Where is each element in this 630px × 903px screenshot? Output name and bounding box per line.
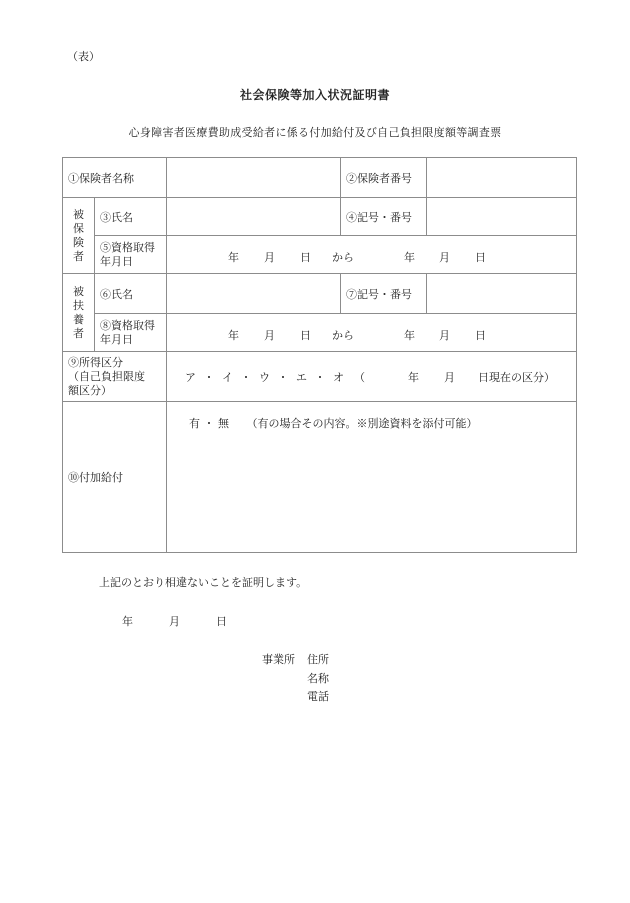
insurer-number-label: ②保険者番号 [341, 158, 427, 198]
dependent-name-row [63, 274, 577, 314]
from-day-label: 日 [300, 328, 311, 342]
income-label: ⑨所得区分 （自己負担限度 額区分） [63, 352, 167, 402]
insurer-name-label: ①保険者名称 [63, 158, 167, 198]
income-month-label: 月 [444, 370, 455, 384]
office-label: 事業所 [262, 653, 295, 666]
income-class-field[interactable] [167, 352, 577, 402]
office-address-label: 住所 [307, 653, 329, 666]
from-month-label: 月 [264, 328, 275, 342]
dependent-name-field[interactable] [167, 274, 341, 314]
dependent-qualification-dates[interactable] [167, 314, 577, 352]
insured-symbol-label: ④記号・番号 [341, 198, 427, 236]
from-month-label: 月 [264, 250, 275, 264]
insurer-row [63, 158, 577, 198]
income-open-paren: （ [354, 370, 365, 384]
from-year-label: 年 [228, 328, 239, 342]
insured-symbol-field[interactable] [427, 198, 577, 236]
dependent-name-label: ⑥氏名 [95, 274, 167, 314]
dependent-qualification-label: ⑧資格取得 年月日 [95, 314, 167, 352]
document-title: 社会保険等加入状況証明書 [239, 88, 390, 102]
insured-name-label: ③氏名 [95, 198, 167, 236]
dependent-qualification-row [63, 314, 577, 352]
benefit-note: （有の場合その内容。※別途資料を添付可能） [246, 417, 478, 430]
insured-name-row [63, 198, 577, 236]
benefit-field[interactable] [167, 402, 577, 553]
insurance-status-form [62, 157, 577, 553]
from-label: から [332, 328, 354, 342]
income-suffix: 日現在の区分） [478, 370, 555, 384]
benefit-choices[interactable]: 有 ・ 無 [189, 417, 229, 430]
office-phone-label: 電話 [307, 690, 329, 703]
to-day-label: 日 [475, 250, 486, 264]
page-side-label: （表） [67, 50, 100, 63]
income-year-label: 年 [408, 370, 419, 384]
to-month-label: 月 [439, 328, 450, 342]
to-year-label: 年 [404, 328, 415, 342]
cert-year-label: 年 [122, 615, 133, 628]
to-month-label: 月 [439, 250, 450, 264]
to-year-label: 年 [404, 250, 415, 264]
from-year-label: 年 [228, 250, 239, 264]
cert-day-label: 日 [216, 615, 227, 628]
income-row [63, 352, 577, 402]
insured-name-field[interactable] [167, 198, 341, 236]
document-subtitle: 心身障害者医療費助成受給者に係る付加給付及び自己負担限度額等調査票 [128, 126, 502, 139]
insured-qualification-dates[interactable] [167, 236, 577, 274]
certification-statement: 上記のとおり相違ないことを証明します。 [99, 576, 308, 589]
cert-month-label: 月 [169, 615, 180, 628]
dependent-group-label: 被 扶 養 者 [63, 274, 95, 352]
insured-qualification-label: ⑤資格取得 年月日 [95, 236, 167, 274]
insurer-number-field[interactable] [427, 158, 577, 198]
benefit-row [63, 402, 577, 553]
office-name-label: 名称 [307, 672, 329, 685]
from-day-label: 日 [300, 250, 311, 264]
income-options[interactable]: ア ・ イ ・ ウ ・ エ ・ オ [185, 370, 344, 384]
dependent-symbol-field[interactable] [427, 274, 577, 314]
to-day-label: 日 [475, 328, 486, 342]
insured-qualification-row [63, 236, 577, 274]
insurer-name-field[interactable] [167, 158, 341, 198]
insured-group-label: 被 保 険 者 [63, 198, 95, 274]
dependent-symbol-label: ⑦記号・番号 [341, 274, 427, 314]
from-label: から [332, 250, 354, 264]
benefit-label: ⑩付加給付 [63, 402, 167, 553]
